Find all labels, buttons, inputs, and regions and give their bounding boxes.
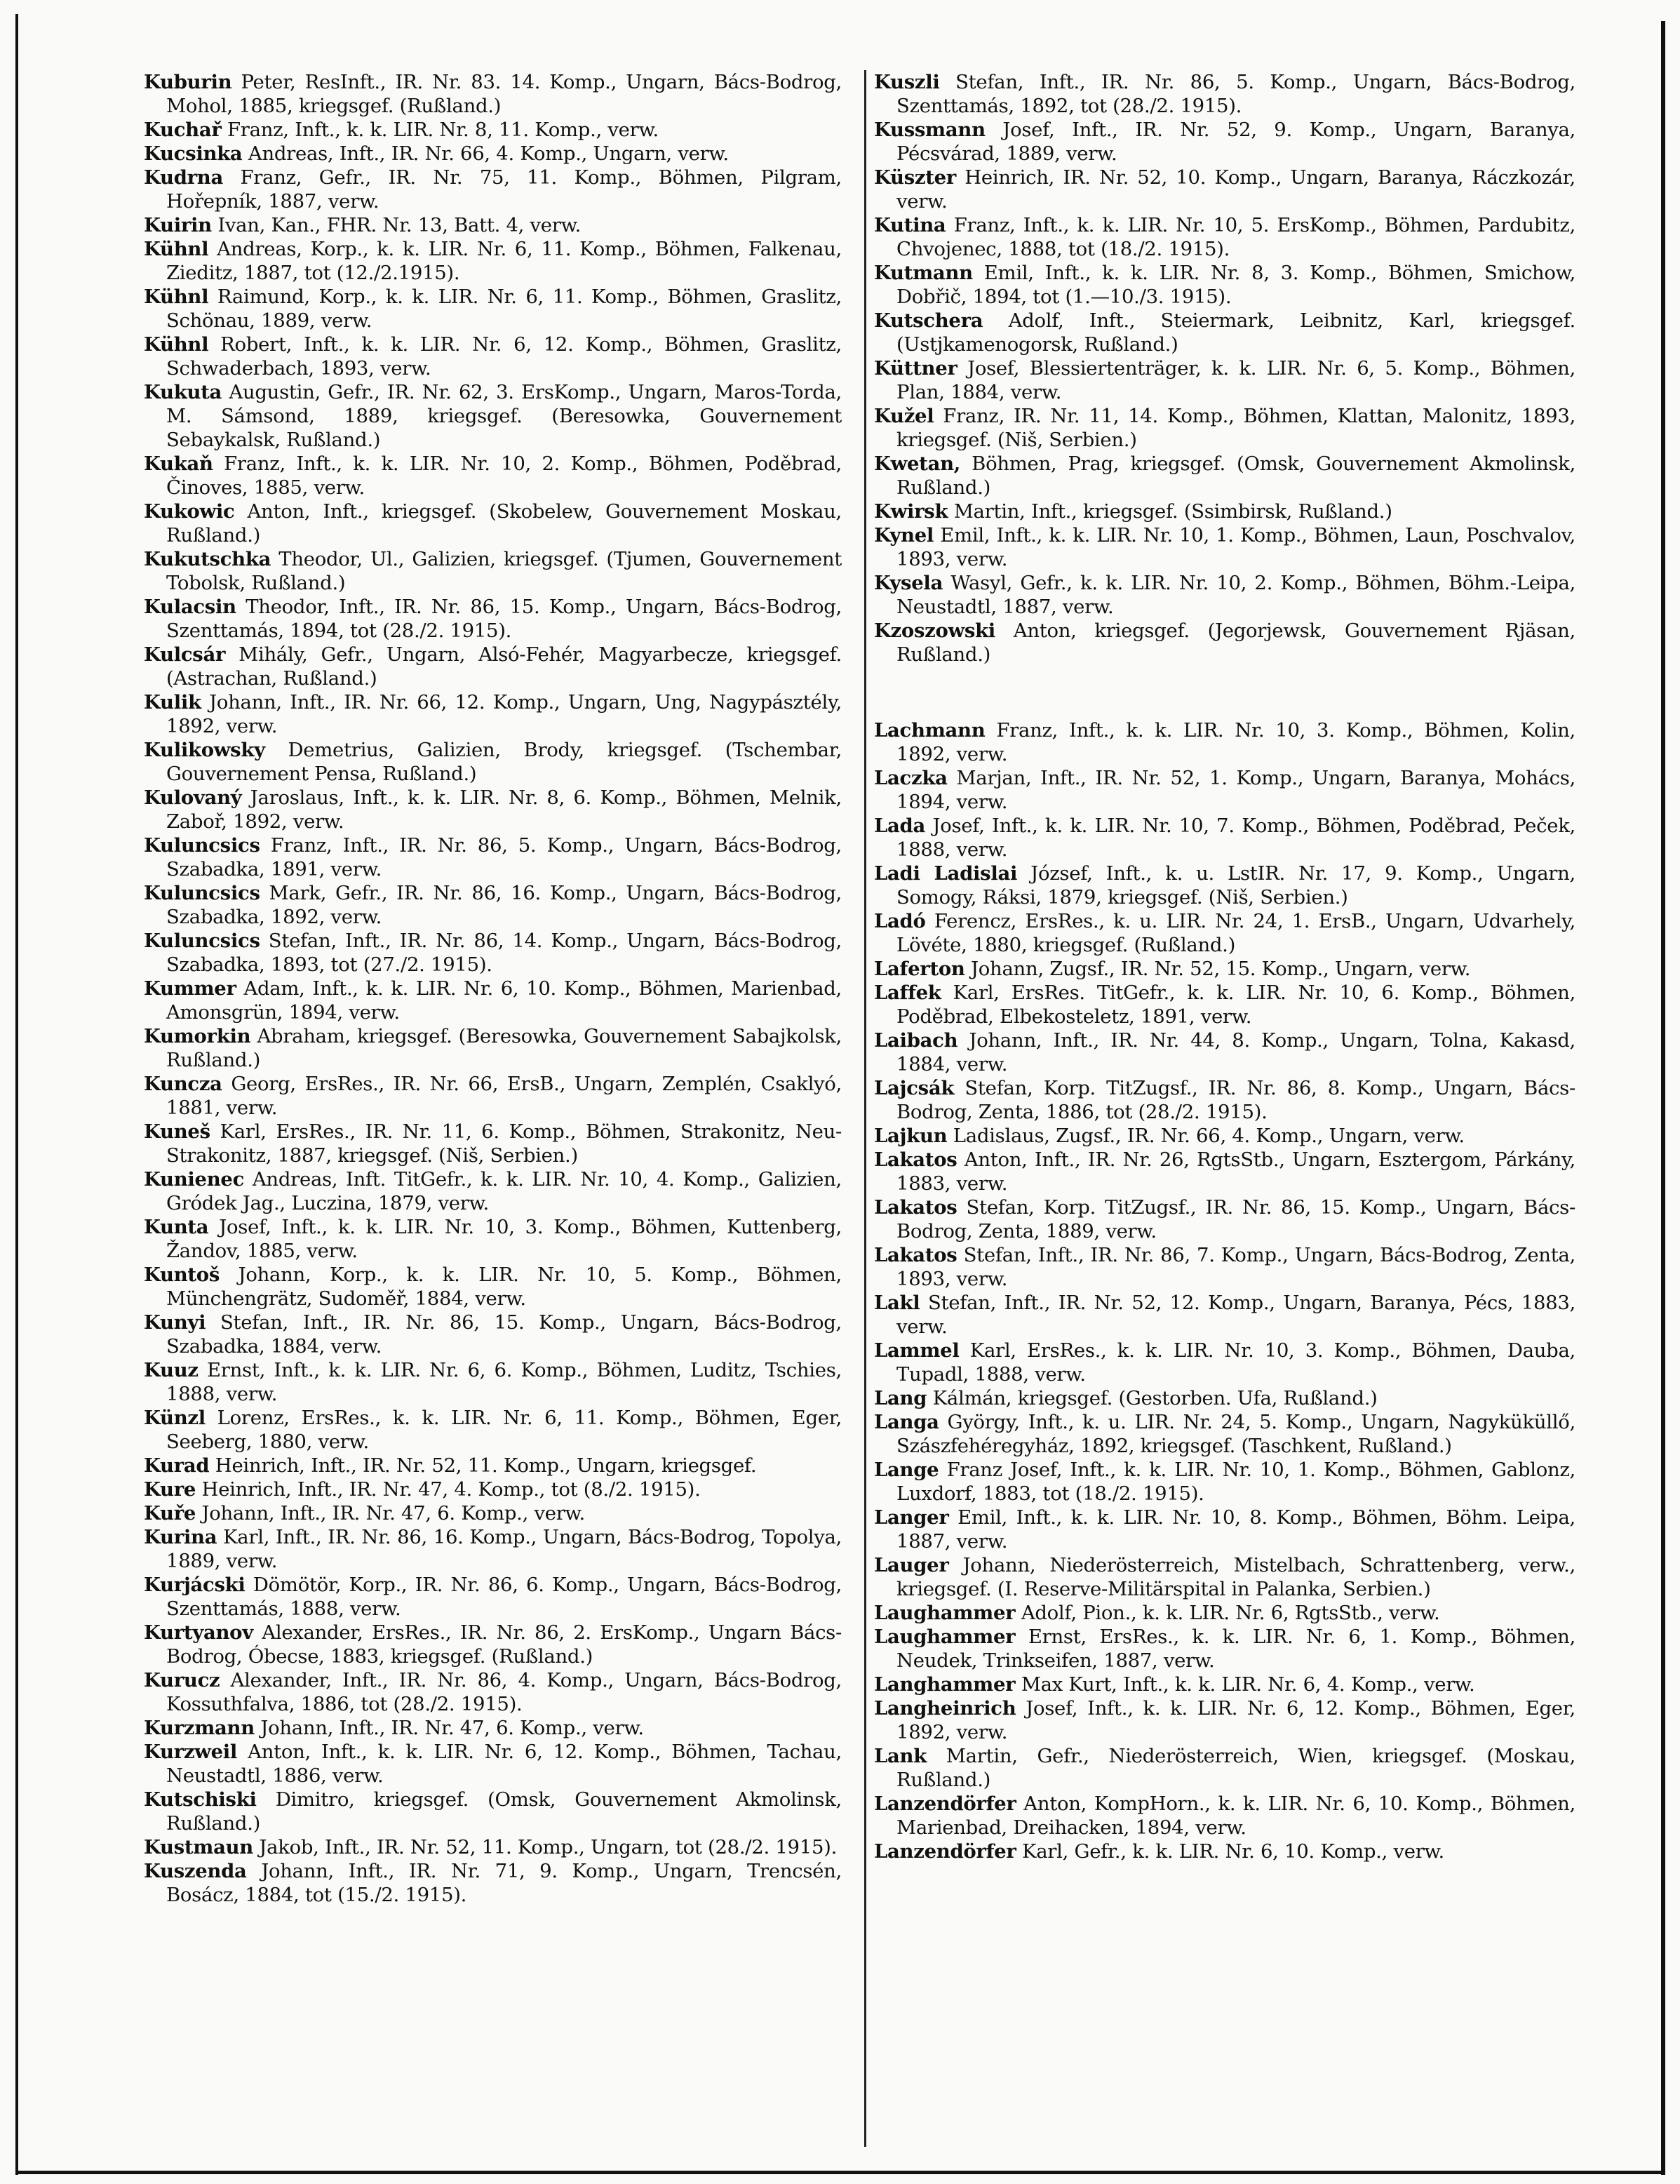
entry-details: Franz, Inft., k. k. LIR. Nr. 8, 11. Komp., verw. [221,119,659,141]
entry-details: Anton, Inft., IR. Nr. 26, RgtsStb., Ungarn, Esztergom, Párkány, 1883, verw. [896,1148,1575,1195]
entry-details: Abraham, kriegsgef. (Beresowka, Gouvernement Sabajkolsk, Rußland.) [166,1025,842,1071]
entry-surname: Kurjácski [144,1574,246,1596]
entry-surname: Kure [144,1478,196,1501]
section-k-entries [874,70,1575,666]
list-entry [144,70,842,118]
entry-surname: Kukaň [144,453,213,475]
list-entry [874,1029,1575,1076]
list-entry [144,1263,842,1311]
left-column [144,70,842,1907]
entry-surname: Kuirin [144,214,212,236]
entry-surname: Ladi Ladislai [874,862,1018,885]
entry-details: Emil, Inft., k. k. LIR. Nr. 10, 8. Komp., Böhmen, Böhm. Leipa, 1887, verw. [896,1506,1575,1553]
list-entry [874,1625,1575,1673]
entry-details: Raimund, Korp., k. k. LIR. Nr. 6, 11. Komp., Böhmen, Graslitz, Schönau, 1889, verw. [166,286,842,332]
list-entry [144,690,842,738]
list-entry [144,929,842,977]
list-entry [144,1215,842,1263]
entry-surname: Kunyi [144,1311,206,1334]
entry-surname: Kulcsár [144,643,226,666]
entry-details: Ivan, Kan., FHR. Nr. 13, Batt. 4, verw. [211,214,582,236]
entry-details: Josef, Inft., k. k. LIR. Nr. 10, 7. Komp., Böhmen, Poděbrad, Peček, 1888, verw. [896,815,1575,861]
list-entry [874,1601,1575,1625]
list-entry [144,380,842,452]
entry-details: Georg, ErsRes., IR. Nr. 66, ErsB., Ungarn, Zemplén, Csaklyó, 1881, verw. [166,1073,842,1119]
entry-details: Max Kurt, Inft., k. k. LIR. Nr. 6, 4. Komp., verw. [1015,1673,1475,1696]
list-entry [144,1573,842,1621]
entry-details: Josef, Inft., k. k. LIR. Nr. 10, 3. Komp., Böhmen, Kuttenberg, Žandov, 1885, verw. [166,1216,842,1262]
entry-surname: Künzl [144,1407,206,1429]
list-entry [144,1072,842,1120]
entry-surname: Lada [874,815,926,837]
list-entry [874,213,1575,261]
list-entry [874,1553,1575,1601]
list-entry [144,1788,842,1835]
entry-details: József, Inft., k. u. LstIR. Nr. 17, 9. Komp., Ungarn, Somogy, Ráksi, 1879, kriegsgef. (Niš, Serbien.) [896,862,1575,909]
list-entry [144,1120,842,1167]
entry-details: Robert, Inft., k. k. LIR. Nr. 6, 12. Komp., Böhmen, Graslitz, Schwaderbach, 1893, verw. [166,333,842,380]
entry-surname: Laczka [874,767,948,789]
entry-surname: Langheinrich [874,1697,1016,1720]
entry-details: Dimitro, kriegsgef. (Omsk, Gouvernement Akmolinsk, Rußland.) [166,1788,842,1835]
list-entry [144,547,842,595]
entry-surname: Kutina [874,214,946,236]
list-entry [874,1673,1575,1696]
list-entry [144,1525,842,1573]
entry-details: Emil, Inft., k. k. LIR. Nr. 8, 3. Komp., Böhmen, Smichow, Dobřič, 1894, tot (1.—10./3. 1915). [896,262,1575,308]
entry-surname: Laughammer [874,1602,1016,1624]
entry-surname: Kurina [144,1526,217,1548]
entry-surname: Kužel [874,405,934,427]
entry-surname: Kurzweil [144,1741,238,1763]
list-entry [874,1291,1575,1339]
list-entry [144,786,842,833]
entry-details: Johann, Inft., IR. Nr. 47, 6. Komp., verw. [196,1502,585,1525]
list-entry [144,237,842,285]
entry-details: Wasyl, Gefr., k. k. LIR. Nr. 10, 2. Komp., Böhmen, Böhm.-Leipa, Neustadtl, 1887, verw. [896,572,1575,618]
entry-surname: Kudrna [144,166,224,189]
list-entry [874,1195,1575,1243]
entry-details: Kálmán, kriegsgef. (Gestorben. Ufa, Rußland.) [927,1387,1378,1409]
list-entry [874,1840,1575,1863]
entry-details: Böhmen, Prag, kriegsgef. (Omsk, Gouvernement Akmolinsk, Rußland.) [896,453,1575,499]
entry-surname: Kussmann [874,119,986,141]
list-entry [874,1458,1575,1506]
list-entry [874,981,1575,1029]
list-entry [874,261,1575,309]
entry-surname: Kutschiski [144,1788,257,1811]
entry-details: Karl, ErsRes., IR. Nr. 11, 6. Komp., Böhmen, Strakonitz, Neu-Strakonitz, 1887, kriegsgef. (Niš, Serbien.) [166,1120,842,1167]
entry-details: Heinrich, Inft., IR. Nr. 47, 4. Komp., tot (8./2. 1915). [196,1478,701,1501]
list-entry [874,404,1575,452]
entry-surname: Lauger [874,1554,949,1576]
entry-surname: Kuntoš [144,1264,220,1286]
entry-details: Anton, Inft., k. k. LIR. Nr. 6, 12. Komp., Böhmen, Tachau, Neustadtl, 1886, verw. [166,1741,842,1787]
entry-details: Franz, Inft., IR. Nr. 86, 5. Komp., Ungarn, Bács-Bodrog, Szabadka, 1891, verw. [166,834,842,880]
entry-details: Ferencz, ErsRes., k. u. LIR. Nr. 24, 1. ErsB., Ungarn, Udvarhely, Lövéte, 1880, kriegsgef. (Rußland.) [896,910,1575,956]
entry-details: Augustin, Gefr., IR. Nr. 62, 3. ErsKomp., Ungarn, Maros-Torda, M. Sámsond, 1889, kriegsgef. (Beresowka, Gouvernement Sebaykalsk, Rußland.) [166,381,842,451]
entry-details: Andreas, Inft., IR. Nr. 66, 4. Komp., Ungarn, verw. [242,142,729,165]
entry-surname: Kysela [874,572,943,594]
list-entry [874,1386,1575,1410]
entry-details: Demetrius, Galizien, Brody, kriegsgef. (Tschembar, Gouvernement Pensa, Rußland.) [166,739,842,785]
list-entry [144,213,842,237]
entry-surname: Kustmaun [144,1836,253,1858]
list-entry [874,452,1575,500]
entry-surname: Langa [874,1411,939,1433]
entry-surname: Laibach [874,1029,958,1052]
list-entry [144,881,842,929]
entry-details: Johann, Inft., IR. Nr. 47, 6. Komp., verw. [254,1717,644,1739]
entry-details: Johann, Inft., IR. Nr. 66, 12. Komp., Ungarn, Ung, Nagypásztély, 1892, verw. [166,691,842,737]
list-entry [144,1740,842,1788]
entry-details: Johann, Inft., IR. Nr. 44, 8. Komp., Ungarn, Tolna, Kakasd, 1884, verw. [896,1029,1575,1076]
entry-details: Stefan, Inft., IR. Nr. 52, 12. Komp., Ungarn, Baranya, Pécs, 1883, verw. [896,1292,1575,1338]
entry-surname: Kuluncsics [144,930,260,952]
entry-details: Adam, Inft., k. k. LIR. Nr. 6, 10. Komp., Böhmen, Marienbad, Amonsgrün, 1894, verw. [166,977,842,1024]
list-entry [144,118,842,142]
entry-surname: Kutmann [874,262,973,284]
list-entry [144,166,842,213]
list-entry [144,1024,842,1072]
entry-details: Johann, Zugsf., IR. Nr. 52, 15. Komp., Ungarn, verw. [965,958,1471,980]
entry-details: Marjan, Inft., IR. Nr. 52, 1. Komp., Ungarn, Baranya, Mohács, 1894, verw. [896,767,1575,813]
entry-details: Heinrich, Inft., IR. Nr. 52, 11. Komp., Ungarn, kriegsgef. [209,1454,757,1477]
list-entry [874,1243,1575,1291]
entry-details: Stefan, Inft., IR. Nr. 86, 7. Komp., Ungarn, Bács-Bodrog, Zenta, 1893, verw. [896,1244,1575,1290]
entry-details: Anton, kriegsgef. (Jegorjewsk, Gouvernement Rjäsan, Rußland.) [896,619,1575,666]
entry-details: Theodor, Inft., IR. Nr. 86, 15. Komp., Ungarn, Bács-Bodrog, Szenttamás, 1894, tot (28./2. 1915). [166,596,842,642]
entry-details: Mark, Gefr., IR. Nr. 86, 16. Komp., Ungarn, Bács-Bodrog, Szabadka, 1892, verw. [166,882,842,928]
entry-details: Jaroslaus, Inft., k. k. LIR. Nr. 8, 6. Komp., Böhmen, Melnik, Zaboř, 1892, verw. [166,786,842,833]
entry-surname: Kühnl [144,238,209,260]
entry-details: Anton, KompHorn., k. k. LIR. Nr. 6, 10. Komp., Böhmen, Marienbad, Dreihacken, 1894, verw. [896,1793,1575,1839]
list-entry [874,356,1575,404]
entry-surname: Lank [874,1745,927,1767]
list-entry [144,977,842,1024]
list-entry [144,1716,842,1740]
list-entry [874,1792,1575,1840]
entry-surname: Kuchař [144,119,222,141]
entry-surname: Kurtyanov [144,1621,253,1644]
list-entry [874,814,1575,862]
list-entry [144,1621,842,1668]
list-entry [144,1454,842,1478]
entry-surname: Kuncza [144,1073,222,1095]
entry-details: Emil, Inft., k. k. LIR. Nr. 10, 1. Komp., Böhmen, Laun, Poschvalov, 1893, verw. [896,524,1575,570]
entry-surname: Kuneš [144,1120,210,1143]
entry-details: Johann, Korp., k. k. LIR. Nr. 10, 5. Komp., Böhmen, Münchengrätz, Sudoměř, 1884, verw. [166,1264,842,1310]
entry-details: Mihály, Gefr., Ungarn, Alsó-Fehér, Magyarbecze, kriegsgef. (Astrachan, Rußland.) [166,643,842,690]
entry-details: Andreas, Inft. TitGefr., k. k. LIR. Nr. 10, 4. Komp., Galizien, Gródek Jag., Luczina, 1879, verw. [166,1168,842,1214]
entry-surname: Kuszenda [144,1860,247,1882]
entry-surname: Kunta [144,1216,209,1238]
entry-surname: Küszter [874,166,956,189]
list-entry [874,957,1575,981]
entry-details: Franz, Gefr., IR. Nr. 75, 11. Komp., Böhmen, Pilgram, Hořepník, 1887, verw. [166,166,842,213]
entry-surname: Kuburin [144,71,232,93]
entry-surname: Lakatos [874,1244,957,1266]
entry-details: Ladislaus, Zugsf., IR. Nr. 66, 4. Komp., Ungarn, verw. [947,1125,1465,1147]
entry-details: Josef, Inft., IR. Nr. 52, 9. Komp., Ungarn, Baranya, Pécsvárad, 1889, verw. [896,119,1575,165]
entry-details: Franz, Inft., k. k. LIR. Nr. 10, 2. Komp., Böhmen, Poděbrad, Činoves, 1885, verw. [166,453,842,499]
entry-surname: Kuuz [144,1359,199,1381]
entry-details: Alexander, Inft., IR. Nr. 86, 4. Komp., Ungarn, Bács-Bodrog, Kossuthfalva, 1886, tot (28./2. 1915). [166,1669,842,1715]
list-entry [144,738,842,786]
entry-details: Franz, Inft., k. k. LIR. Nr. 10, 3. Komp., Böhmen, Kolin, 1892, verw. [896,719,1575,765]
list-entry [144,500,842,547]
list-entry [874,909,1575,957]
entry-details: Karl, Inft., IR. Nr. 86, 16. Komp., Ungarn, Bács-Bodrog, Topolya, 1889, verw. [166,1526,842,1572]
entry-details: Martin, Inft., kriegsgef. (Ssimbirsk, Rußland.) [948,500,1392,523]
entry-surname: Lajkun [874,1125,948,1147]
entry-surname: Kühnl [144,286,209,308]
entry-surname: Kucsinka [144,142,243,165]
entry-details: Adolf, Pion., k. k. LIR. Nr. 6, RgtsStb., verw. [1015,1602,1440,1624]
entry-surname: Laughammer [874,1626,1016,1648]
entry-details: Karl, Gefr., k. k. LIR. Nr. 6, 10. Komp., verw. [1016,1840,1444,1863]
list-entry [874,862,1575,909]
entry-surname: Lakl [874,1292,920,1314]
list-entry [874,1744,1575,1792]
entry-surname: Kulikowsky [144,739,265,761]
list-entry [144,643,842,690]
entry-details: Andreas, Korp., k. k. LIR. Nr. 6, 11. Komp., Böhmen, Falkenau, Zieditz, 1887, tot (12./2.1915). [166,238,842,284]
list-entry [144,452,842,500]
entry-surname: Lanzendörfer [874,1793,1016,1815]
entry-surname: Kwirsk [874,500,948,523]
list-entry [144,1478,842,1501]
entry-details: Jakob, Inft., IR. Nr. 52, 11. Komp., Ungarn, tot (28./2. 1915). [253,1836,838,1858]
entry-details: Franz, Inft., k. k. LIR. Nr. 10, 5. ErsKomp., Böhmen, Pardubitz, Chvojenec, 1888, tot (18./2. 1915). [896,214,1575,260]
entry-surname: Langer [874,1506,949,1529]
entry-details: Franz, IR. Nr. 11, 14. Komp., Böhmen, Klattan, Malonitz, 1893, kriegsgef. (Niš, Serbien.) [896,405,1575,451]
entry-surname: Langhammer [874,1673,1016,1696]
column-divider [864,70,866,2147]
entry-details: Stefan, Korp. TitZugsf., IR. Nr. 86, 15. Komp., Ungarn, Bács-Bodrog, Zenta, 1889, verw. [896,1196,1575,1242]
list-entry [144,1501,842,1525]
entry-details: György, Inft., k. u. LIR. Nr. 24, 5. Komp., Ungarn, Nagyküküllő, Szászfehéregyház, 1892, kriegsgef. (Taschkent, Rußland.) [896,1411,1575,1457]
entry-details: Martin, Gefr., Niederösterreich, Wien, kriegsgef. (Moskau, Rußland.) [896,1745,1575,1791]
entry-surname: Laffek [874,982,941,1004]
entry-surname: Laferton [874,958,965,980]
list-entry [144,1859,842,1907]
page-border-bottom [15,2171,1665,2174]
entry-surname: Lajcsák [874,1077,955,1099]
list-entry [874,571,1575,619]
entry-details: Peter, ResInft., IR. Nr. 83. 14. Komp., Ungarn, Bács-Bodrog, Mohol, 1885, kriegsgef. (Rußland.) [166,71,842,117]
entry-details: Stefan, Inft., IR. Nr. 86, 15. Komp., Ungarn, Bács-Bodrog, Szabadka, 1884, verw. [166,1311,842,1358]
entry-surname: Lang [874,1387,927,1409]
list-entry [874,766,1575,814]
entry-surname: Kuře [144,1502,196,1525]
entry-details: Karl, ErsRes., k. k. LIR. Nr. 10, 3. Komp., Böhmen, Dauba, Tupadl, 1888, verw. [896,1339,1575,1386]
entry-surname: Kurucz [144,1669,220,1691]
entry-details: Heinrich, IR. Nr. 52, 10. Komp., Ungarn, Baranya, Ráczkozár, verw. [896,166,1575,213]
entry-surname: Kuluncsics [144,834,260,857]
section-gap [874,666,1575,718]
list-entry [874,1148,1575,1195]
entry-surname: Ladó [874,910,926,932]
entry-surname: Kwetan, [874,453,961,475]
entry-surname: Kühnl [144,333,209,356]
right-column [874,70,1575,1863]
entry-details: Stefan, Inft., IR. Nr. 86, 14. Komp., Ungarn, Bács-Bodrog, Szabadka, 1893, tot (27./2. 1915). [166,930,842,976]
list-entry [874,523,1575,571]
section-l-entries [874,718,1575,1863]
entry-details: Alexander, ErsRes., IR. Nr. 86, 2. ErsKomp., Ungarn Bács-Bodrog, Óbecse, 1883, kriegsgef. (Rußland.) [166,1621,842,1668]
entry-details: Johann, Inft., IR. Nr. 71, 9. Komp., Ungarn, Trencsén, Bosácz, 1884, tot (15./2. 1915). [166,1860,842,1906]
entry-surname: Kunienec [144,1168,245,1191]
list-entry [874,1339,1575,1386]
page-border-right [1661,21,1665,2175]
entry-details: Lorenz, ErsRes., k. k. LIR. Nr. 6, 11. Komp., Böhmen, Eger, Seeberg, 1880, verw. [166,1407,842,1453]
list-entry [874,500,1575,523]
entry-details: Anton, Inft., kriegsgef. (Skobelew, Gouvernement Moskau, Rußland.) [166,500,842,547]
entry-surname: Lanzendörfer [874,1840,1016,1863]
list-entry [874,1410,1575,1458]
list-entry [874,718,1575,766]
entry-surname: Kummer [144,977,236,1000]
list-entry [874,166,1575,213]
entry-surname: Kukuta [144,381,222,403]
list-entry [144,1358,842,1406]
entry-surname: Kuluncsics [144,882,260,904]
list-entry [874,118,1575,166]
list-entry [874,1076,1575,1124]
entry-surname: Kukutschka [144,548,271,570]
entry-surname: Kurzmann [144,1717,255,1739]
entry-details: Johann, Niederösterreich, Mistelbach, Schrattenberg, verw., kriegsgef. (I. Reserve-Militärspital in Palanka, Serbien.) [896,1554,1575,1600]
list-entry [874,619,1575,666]
list-entry [144,142,842,166]
list-entry [144,1311,842,1358]
list-entry [144,1406,842,1454]
entry-surname: Lange [874,1459,939,1481]
entry-surname: Lakatos [874,1148,957,1171]
list-entry [144,1167,842,1215]
entry-details: Stefan, Korp. TitZugsf., IR. Nr. 86, 8. Komp., Ungarn, Bács-Bodrog, Zenta, 1886, tot (28./2. 1915). [896,1077,1575,1123]
list-entry [144,285,842,333]
entry-surname: Kutschera [874,309,983,332]
entry-details: Josef, Inft., k. k. LIR. Nr. 6, 12. Komp., Böhmen, Eger, 1892, verw. [896,1697,1575,1743]
entry-details: Franz Josef, Inft., k. k. LIR. Nr. 10, 1. Komp., Böhmen, Gablonz, Luxdorf, 1883, tot (18./2. 1915). [896,1459,1575,1505]
entry-details: Dömötör, Korp., IR. Nr. 86, 6. Komp., Ungarn, Bács-Bodrog, Szenttamás, 1888, verw. [166,1574,842,1620]
entry-details: Ernst, Inft., k. k. LIR. Nr. 6, 6. Komp., Böhmen, Luditz, Tschies, 1888, verw. [166,1359,842,1405]
entry-surname: Küttner [874,357,957,380]
list-entry [144,333,842,380]
list-entry [144,833,842,881]
list-entry [874,1696,1575,1744]
entry-surname: Kumorkin [144,1025,251,1047]
list-entry [874,70,1575,118]
entry-details: Stefan, Inft., IR. Nr. 86, 5. Komp., Ungarn, Bács-Bodrog, Szenttamás, 1892, tot (28./2. 1915). [896,71,1575,117]
entry-surname: Kuszli [874,71,940,93]
entry-details: Ernst, ErsRes., k. k. LIR. Nr. 6, 1. Komp., Böhmen, Neudek, Trinkseifen, 1887, verw. [896,1626,1575,1672]
entry-surname: Lakatos [874,1196,957,1219]
entry-surname: Lachmann [874,719,986,742]
list-entry [144,1835,842,1859]
entry-surname: Kulacsin [144,596,236,618]
page-border-left [15,14,18,2175]
entry-details: Josef, Blessiertenträger, k. k. LIR. Nr. 6, 5. Komp., Böhmen, Plan, 1884, verw. [896,357,1575,403]
entry-details: Karl, ErsRes. TitGefr., k. k. LIR. Nr. 10, 6. Komp., Böhmen, Poděbrad, Elbekosteletz, 1891, verw. [896,982,1575,1028]
entry-surname: Kulik [144,691,201,714]
list-entry [144,1668,842,1716]
entry-details: Adolf, Inft., Steiermark, Leibnitz, Karl, kriegsgef. (Ustjkamenogorsk, Rußland.) [896,309,1575,356]
list-entry [144,595,842,643]
entry-details: Theodor, Ul., Galizien, kriegsgef. (Tjumen, Gouvernement Tobolsk, Rußland.) [166,548,842,594]
entry-surname: Kukowic [144,500,235,523]
entry-surname: Lammel [874,1339,960,1362]
list-entry [874,1506,1575,1553]
entry-surname: Kynel [874,524,934,547]
list-entry [874,1124,1575,1148]
entry-surname: Kulovaný [144,786,242,809]
entry-surname: Kzoszowski [874,619,995,642]
list-entry [874,309,1575,356]
entry-surname: Kurad [144,1454,210,1477]
